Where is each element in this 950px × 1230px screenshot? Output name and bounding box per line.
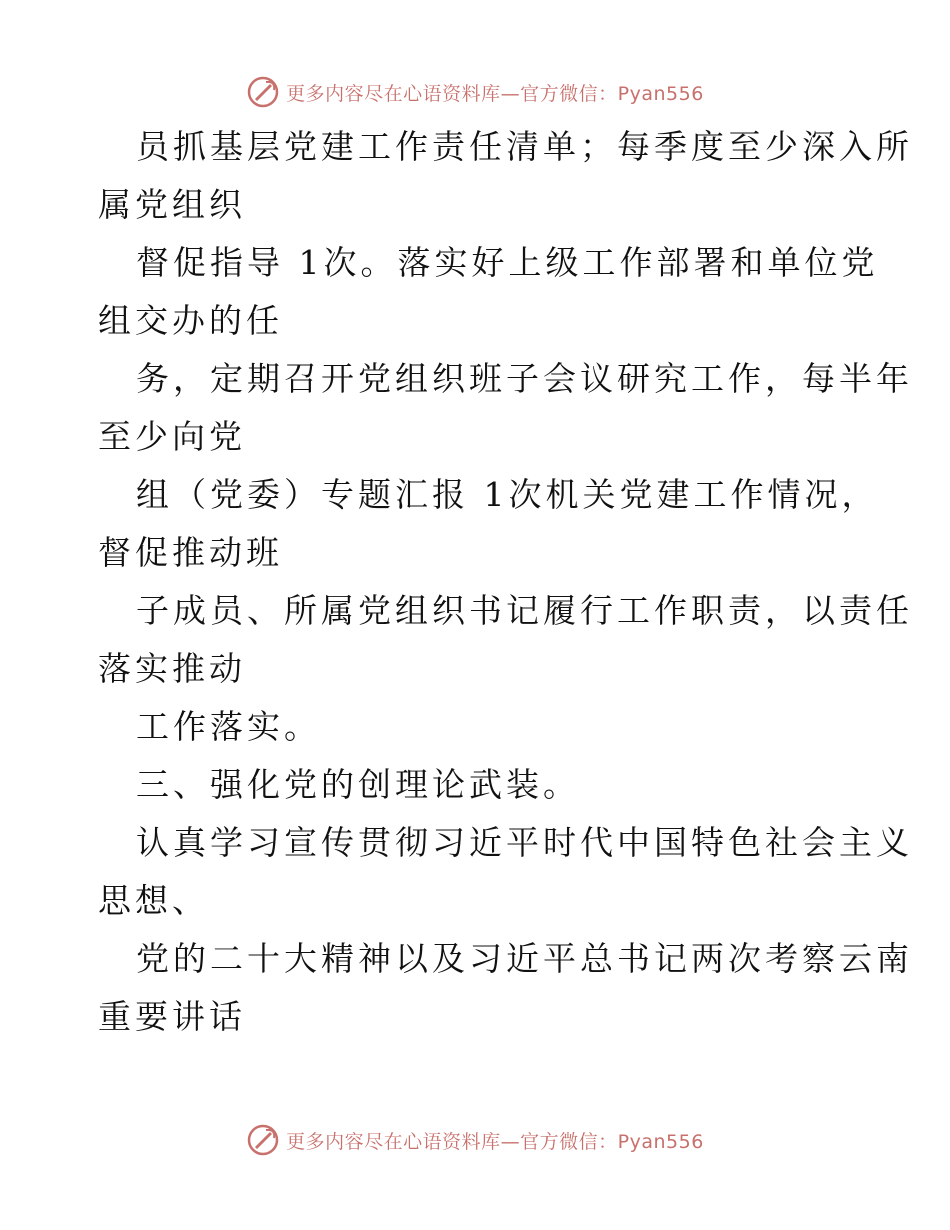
watermark — [246, 1123, 704, 1157]
body-line: 督促推动班 — [98, 533, 283, 572]
body-line: 员抓基层党建工作责任清单；每季度至少深入所 — [136, 127, 913, 166]
body-line: 落实推动 — [98, 649, 246, 688]
document-body — [98, 118, 913, 1046]
body-line: 重要讲话 — [98, 997, 246, 1036]
watermark-text: 更多内容尽在心语资料库—官方微信：Pyan556 — [286, 1130, 704, 1153]
body-line: 务，定期召开党组织班子会议研究工作，每半年 — [136, 359, 913, 398]
body-line: 工作落实。 — [136, 707, 321, 746]
body-line: 思想、 — [98, 881, 209, 920]
watermark — [246, 75, 704, 109]
body-line: 三、强化党的创理论武装。 — [136, 765, 580, 804]
watermark-text: 更多内容尽在心语资料库—官方微信：Pyan556 — [286, 82, 704, 105]
quill-logo-icon — [246, 75, 280, 109]
body-line: 至少向党 — [98, 417, 246, 456]
body-line: 认真学习宣传贯彻习近平时代中国特色社会主义 — [136, 823, 913, 862]
footer-watermark — [0, 1118, 950, 1162]
body-line: 督促指导 1次。落实好上级工作部署和单位党 — [136, 243, 879, 282]
header-watermark — [0, 70, 950, 114]
body-line: 党的二十大精神以及习近平总书记两次考察云南 — [136, 939, 913, 978]
body-line: 子成员、所属党组织书记履行工作职责，以责任 — [136, 591, 913, 630]
quill-logo-icon — [246, 1123, 280, 1157]
body-line: 组交办的任 — [98, 301, 283, 340]
body-line: 属党组织 — [98, 185, 246, 224]
body-line: 组（党委）专题汇报 1次机关党建工作情况， — [136, 475, 879, 514]
